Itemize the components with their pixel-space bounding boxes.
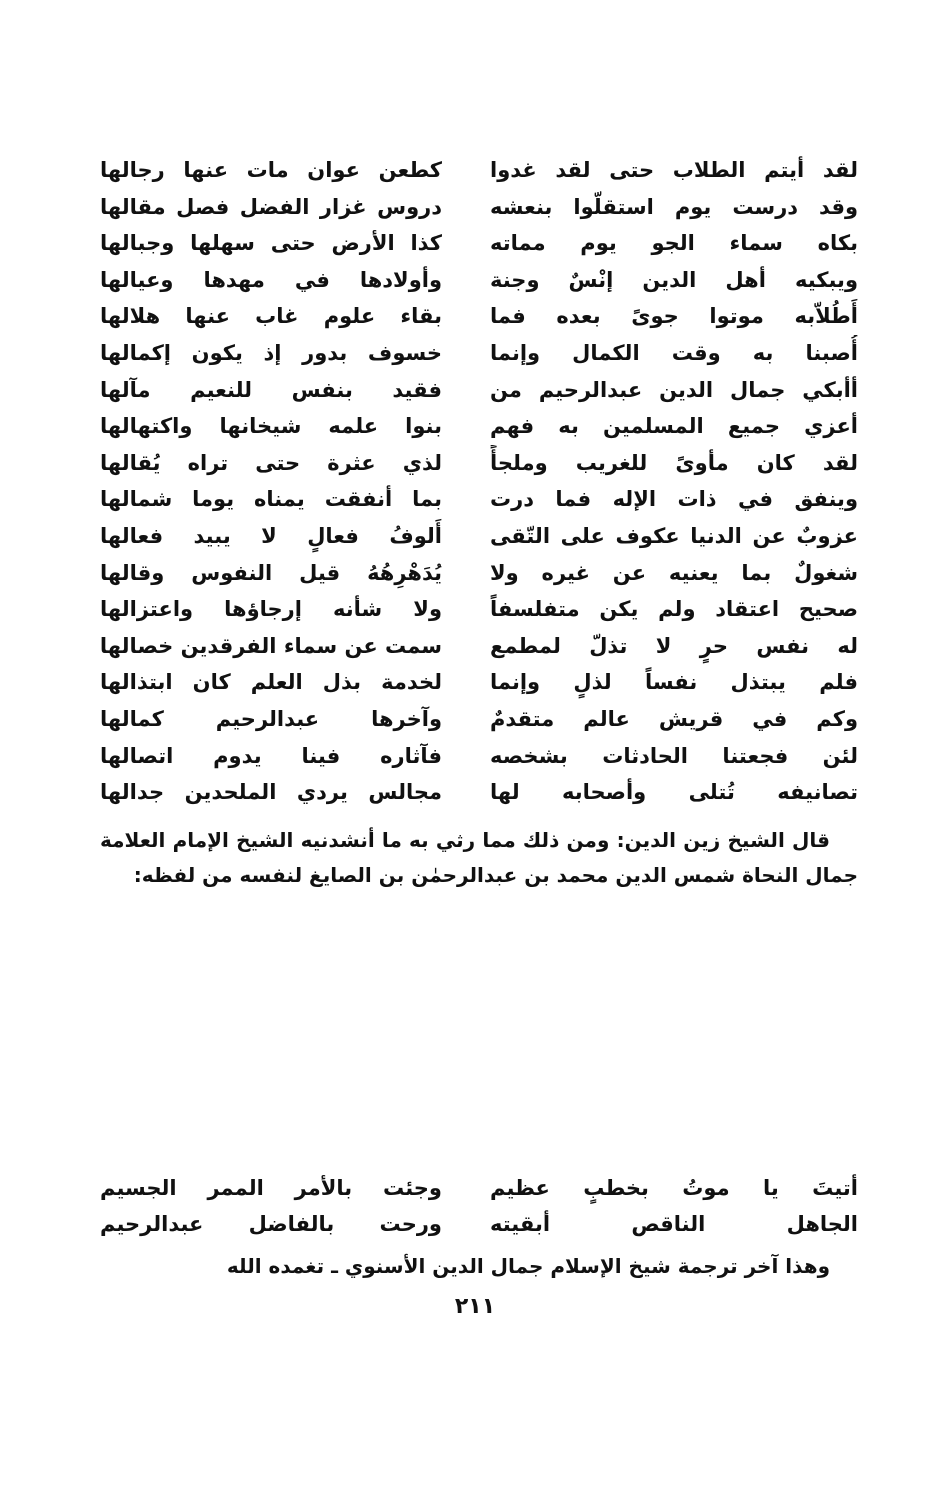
verse-line	[100, 225, 858, 262]
verse-line	[100, 481, 858, 518]
second-hemistich: وأولادها في مهدها وعيالها	[100, 267, 442, 292]
second-hemistich: دروس غزار الفضل فصل مقالها	[100, 194, 442, 219]
verse-line	[100, 152, 858, 189]
first-hemistich: أتيتَ يا موتُ بخطبٍ عظيم	[490, 1176, 858, 1200]
second-hemistich: وجئت بالأمر الممر الجسيم	[100, 1176, 442, 1200]
second-hemistich: يُدَهْرِهُهُ قيل النفوس وقالها	[100, 560, 442, 585]
first-hemistich: عزوبٌ عن الدنيا عكوف على التّقى	[490, 523, 858, 548]
couplet-poem	[100, 1170, 858, 1242]
verse-line	[100, 1170, 858, 1206]
first-hemistich: أَطُلاّبه موتوا جوىً بعده فما	[490, 304, 858, 329]
second-hemistich: وآخرها عبدالرحيم كمالها	[100, 706, 442, 731]
second-hemistich: كطعن عوان مات عنها رجالها	[100, 158, 442, 182]
second-hemistich: خسوف بدور إذ يكون إكمالها	[100, 340, 442, 365]
second-hemistich: لذي عثرة حتى تراه يُقالها	[100, 450, 442, 475]
first-hemistich: أُصبنا به وقت الكمال وإنما	[490, 340, 858, 365]
first-hemistich: لقد أيتم الطلاب حتى لقد غدوا	[490, 158, 858, 182]
first-hemistich: فلم يبتذل نفساً لذلٍ وإنما	[490, 670, 858, 695]
first-hemistich: الجاهل الناقص أبقيته	[490, 1212, 858, 1236]
closing-line: وهذا آخر ترجمة شيخ الإسلام جمال الدين الأسنوي ـ تغمده الله	[226, 1254, 830, 1278]
paragraph-text: قال الشيخ زين الدين: ومن ذلك مما رثي به ما أنشدنيه الشيخ الإمام العلامة جمال النحاة شمس الدين محمد بن عبدالرحمٰن بن الصايغ لنفسه من لفظه:	[100, 828, 858, 887]
second-hemistich: فقيد بنفس للنعيم مآلها	[100, 377, 442, 402]
first-hemistich: شغولٌ بما يعنيه عن غيره ولا	[490, 560, 858, 585]
verse-line	[100, 628, 858, 665]
second-hemistich: فآثاره فينا يدوم اتصالها	[100, 743, 442, 768]
first-hemistich: أأبكي جمال الدين عبدالرحيم من	[490, 377, 858, 402]
elegy-poem	[100, 152, 858, 811]
verse-line	[100, 1206, 858, 1242]
first-hemistich: تصانيفه تُتلى وأصحابه لها	[490, 780, 858, 805]
second-hemistich: مجالس يردي الملحدين جدالها	[100, 780, 442, 805]
narrative-paragraph	[100, 823, 858, 892]
first-hemistich: صحيح اعتقاد ولم يكن متفلسفاً	[490, 597, 858, 622]
second-hemistich: بما أنفقت يمناه يوما شمالها	[100, 487, 442, 512]
verse-line	[100, 408, 858, 445]
second-hemistich: بنوا علمه شيخانها واكتهالها	[100, 414, 442, 439]
first-hemistich: وينفق في ذات الإله فما درت	[490, 487, 858, 512]
first-hemistich: له نفس حرٍ لا تذلّ لمطمع	[490, 633, 858, 658]
verse-line	[100, 664, 858, 701]
first-hemistich: ويبكيه أهل الدين إنْسٌ وجنة	[490, 267, 858, 292]
second-hemistich: بقاء علوم غاب عنها هلالها	[100, 304, 442, 329]
verse-line	[100, 555, 858, 592]
verse-line	[100, 701, 858, 738]
second-hemistich: سمت عن سماء الفرقدين خصالها	[100, 633, 442, 658]
verse-line	[100, 298, 858, 335]
second-hemistich: لخدمة بذل العلم كان ابتذالها	[100, 670, 442, 695]
verse-line	[100, 518, 858, 555]
first-hemistich: أعزي جميع المسلمين به فهم	[490, 414, 858, 439]
verse-line	[100, 738, 858, 775]
first-hemistich: لئن فجعتنا الحادثات بشخصه	[490, 743, 858, 768]
second-hemistich: ورحت بالفاضل عبدالرحيم	[100, 1212, 442, 1236]
verse-line	[100, 774, 858, 811]
second-hemistich: ولا شأنه إرجاؤها واعتزالها	[100, 597, 442, 622]
first-hemistich: بكاه سماء الجو يوم مماته	[490, 231, 858, 256]
page-number: ٢١١	[454, 1294, 496, 1319]
verse-line	[100, 335, 858, 372]
first-hemistich: لقد كان مأوىً للغريب وملجأً	[490, 450, 858, 475]
verse-line	[100, 262, 858, 299]
verse-line	[100, 372, 858, 409]
verse-line	[100, 445, 858, 482]
first-hemistich: وقد درست يوم استقلّوا بنعشه	[490, 194, 858, 219]
verse-line	[100, 189, 858, 226]
verse-line	[100, 591, 858, 628]
second-hemistich: أَلوفُ فعالٍ لا يبيد فعالها	[100, 523, 442, 548]
first-hemistich: وكم في قريش عالم متقدمٌ	[490, 706, 858, 731]
second-hemistich: كذا الأرض حتى سهلها وجبالها	[100, 231, 442, 256]
